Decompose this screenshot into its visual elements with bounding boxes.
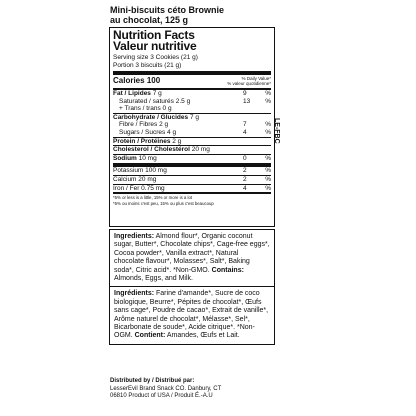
distributor-line2: 06810 Product of USA / Produit É.-A.U bbox=[110, 393, 213, 399]
product-title-line2: au chocolat, 125 g bbox=[110, 15, 189, 25]
footnote-en: *5% or less is a little, 15% or more is a lot bbox=[113, 195, 193, 201]
percent-value: 4 bbox=[243, 184, 247, 192]
nutrient-label bbox=[113, 90, 162, 98]
nutrient-label: Potassium 100 mg bbox=[113, 167, 167, 175]
percent-sign: % bbox=[265, 121, 271, 129]
percent-value: 9 bbox=[243, 90, 247, 97]
contains-en-label: Contains: bbox=[211, 266, 244, 274]
percent-value: 4 bbox=[243, 128, 247, 136]
daily-value-footnote bbox=[113, 195, 271, 206]
side-label-code: LE-FBC bbox=[273, 118, 280, 144]
nutrient-percent bbox=[243, 146, 271, 154]
percent-value: 2 bbox=[243, 167, 247, 175]
product-title-line1: Mini-biscuits céto Brownie bbox=[110, 5, 225, 15]
nutrient-percent bbox=[243, 90, 271, 98]
contains-fr-text: Amandes, Œufs et Lait. bbox=[166, 332, 240, 340]
daily-value-header bbox=[227, 76, 271, 86]
nutrient-label: + Trans / trans 0 g bbox=[119, 105, 172, 113]
percent-sign: % bbox=[265, 128, 271, 136]
nutrient-row bbox=[113, 176, 271, 184]
nutrient-amount: 20 mg bbox=[189, 146, 210, 154]
nutrient-row bbox=[113, 105, 271, 113]
nutrient-row bbox=[113, 90, 271, 98]
percent-value: 7 bbox=[243, 121, 247, 129]
nutrient-row bbox=[113, 121, 271, 129]
nutrient-row bbox=[113, 138, 271, 146]
nutrient-percent bbox=[243, 138, 271, 146]
nutrient-label: Fibre / Fibres 2 g bbox=[119, 121, 169, 129]
nutrient-row bbox=[113, 185, 271, 193]
serving-size-fr: Portion 3 biscuits (21 g) bbox=[113, 61, 182, 69]
contains-fr-label: Contient: bbox=[134, 332, 166, 340]
nutrient-label: Calcium 20 mg bbox=[113, 175, 157, 183]
ingredients-en-label: Ingredients: bbox=[114, 233, 155, 240]
nutrient-row bbox=[113, 114, 271, 122]
nutrient-list bbox=[113, 90, 271, 192]
nutrient-name: Cholesterol / Cholestérol bbox=[113, 146, 190, 154]
nutrient-amount: 10 mg bbox=[136, 154, 157, 162]
nutrient-row bbox=[113, 98, 271, 106]
percent-sign: % bbox=[265, 175, 271, 183]
percent-sign: % bbox=[265, 184, 271, 192]
daily-value-header-en: % Daily Value* bbox=[241, 76, 271, 81]
ingredients-fr bbox=[114, 290, 270, 340]
nutrient-percent bbox=[243, 167, 271, 175]
nutrient-amount: 7 g bbox=[150, 90, 162, 97]
serving-size bbox=[113, 54, 271, 69]
ingredients-fr-text: Farine d'amande*, Sucre de coco biologique, Beurre*, Pépites de chocolat*, Œufs sans cage*, Poudre de cacao*, Extrait de vanille*, Arôme naturel de chocolat*, Mélasse*, Sel*, Bicarbonate de soude*, Acide citrique*. *Non-OGM. bbox=[114, 290, 269, 340]
percent-sign: % bbox=[265, 167, 271, 175]
nutrient-label: Sugars / Sucres 4 g bbox=[119, 128, 177, 136]
nutrient-label: Iron / Fer 0.75 mg bbox=[113, 184, 165, 192]
nutrient-percent bbox=[243, 121, 271, 129]
nutrient-label bbox=[113, 138, 181, 146]
nutrient-row bbox=[113, 146, 271, 154]
nutrient-label bbox=[113, 114, 199, 122]
nutrient-percent bbox=[243, 185, 271, 193]
nutrition-heading-en: Nutrition Facts bbox=[113, 28, 195, 42]
percent-value: 2 bbox=[243, 175, 247, 183]
daily-value-header-fr: % valeur quotidienne* bbox=[227, 81, 271, 86]
percent-value: 0 bbox=[243, 154, 247, 162]
nutrient-percent bbox=[243, 98, 271, 106]
ingredients-box bbox=[109, 229, 275, 345]
nutrient-percent bbox=[243, 114, 271, 122]
nutrient-label bbox=[113, 146, 210, 154]
calories-label bbox=[113, 76, 160, 85]
nutrient-percent bbox=[243, 155, 271, 163]
footnote-fr: *5% ou moins c'est peu, 15% ou plus c'est beaucoup bbox=[113, 200, 214, 206]
nutrition-facts-panel bbox=[109, 27, 275, 227]
distributor-label: Distributed by / Distribué par: bbox=[110, 378, 195, 384]
nutrient-name: Carbohydrate / Glucides bbox=[113, 113, 189, 121]
contains-en-text: Almonds, Eggs, and Milk. bbox=[114, 275, 193, 283]
nutrition-heading-fr: Valeur nutritive bbox=[113, 39, 197, 53]
ingredients-en bbox=[114, 233, 270, 283]
nutrient-name: Fat / Lipides bbox=[113, 90, 151, 97]
calories-row bbox=[113, 75, 271, 88]
product-title bbox=[110, 5, 290, 25]
percent-sign: % bbox=[265, 90, 271, 97]
nutrient-row bbox=[113, 155, 271, 163]
percent-sign: % bbox=[265, 154, 271, 162]
nutrient-label: Saturated / saturés 2.5 g bbox=[119, 97, 191, 105]
divider-medium bbox=[113, 192, 271, 194]
nutrient-label bbox=[113, 155, 157, 163]
calories-text: Calories bbox=[113, 76, 145, 85]
nutrient-name: Protein / Protéines bbox=[113, 137, 171, 145]
ingredients-divider bbox=[110, 286, 274, 287]
nutrient-row bbox=[113, 167, 271, 175]
percent-value: 13 bbox=[243, 97, 251, 105]
nutrient-amount: 7 g bbox=[188, 113, 199, 121]
ingredients-en-text: Almond flour*, Organic coconut sugar, Butter*, Chocolate chips*, Cage-free eggs*, Cocoa powder*, Vanilla extract*, Natural chocolate flavour*, Molasses*, Salt*, Baking soda*, Citric acid*. *Non-GMO. bbox=[114, 233, 270, 274]
ingredients-fr-label: Ingrédients: bbox=[114, 290, 155, 298]
calories-value: 100 bbox=[146, 76, 161, 85]
distributor-line1: LesserEvil Brand Snack CO. Danbury, CT bbox=[110, 385, 222, 392]
distributor-info bbox=[110, 378, 280, 401]
nutrient-percent bbox=[243, 105, 271, 113]
nutrient-amount: 2 g bbox=[170, 137, 182, 145]
nutrient-percent bbox=[243, 129, 271, 137]
nutrient-percent bbox=[243, 176, 271, 184]
nutrient-row bbox=[113, 129, 271, 137]
serving-size-en: Serving size 3 Cookies (21 g) bbox=[113, 54, 198, 61]
nutrient-name: Sodium bbox=[113, 154, 137, 162]
percent-sign: % bbox=[265, 97, 271, 105]
